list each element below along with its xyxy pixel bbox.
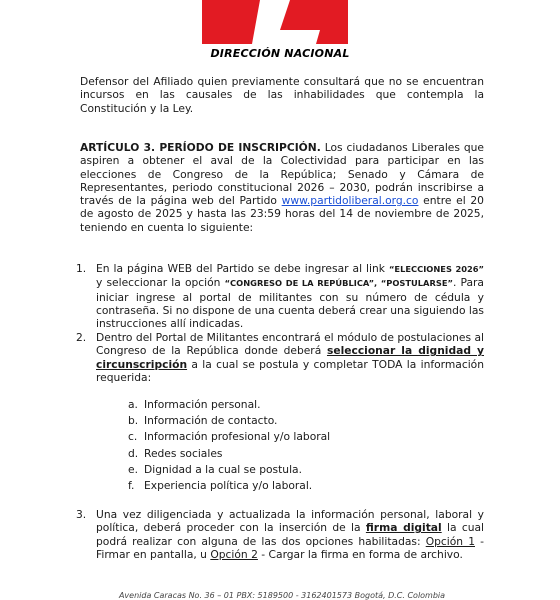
sub-text: Redes sociales: [144, 446, 223, 460]
keyword-congreso: “CONGRESO DE LA REPÚBLICA”, “POSTULARSE”: [224, 278, 453, 289]
list-item-1: [76, 262, 484, 331]
sub-letter: f.: [128, 479, 135, 493]
item-text: - Firmar en pantalla, u: [96, 534, 484, 561]
party-website-link[interactable]: www.partidoliberal.org.co: [281, 194, 419, 208]
footer-address: Avenida Caracas No. 36 – 01 PBX: 5189500 - 3162401573 Bogotá, D.C. Colombia: [118, 591, 446, 600]
sub-list-item: [128, 397, 448, 413]
list-number: 2.: [76, 331, 87, 344]
list-number: 3.: [76, 508, 87, 521]
sub-list: [128, 397, 448, 494]
sub-letter: d.: [128, 446, 139, 460]
sub-letter: e.: [128, 462, 138, 476]
intro-paragraph: Defensor del Afiliado quien previamente consultará que no se encuentran incursos en las causales de las inhabilidades que contempla la Constitución y la Ley.: [80, 75, 484, 115]
item-text: a la cual se postula y completar TODA la información requerida:: [96, 357, 484, 384]
article-paragraph: [80, 141, 484, 234]
list-item-3: [76, 508, 485, 561]
article-heading: ARTÍCULO 3. PERÍODO DE INSCRIPCIÓN.: [80, 141, 321, 154]
article-text: Los ciudadanos Liberales que aspiren a obtener el aval de la Colectividad para participar en las elecciones de Congreso de la República; Senado y Cámara de Representantes, periodo constitucional 2026 – 2030, podrán inscribirse a través de la página web del Partido: [80, 141, 484, 208]
item-text: En la página WEB del Partido se debe ingresar al link: [96, 262, 389, 275]
list-number: 1.: [76, 262, 87, 275]
sub-text: Información profesional y/o laboral: [144, 430, 331, 444]
item-text: Una vez diligenciada y actualizada la información personal, laboral y política, deberá proceder con la inserción de la: [96, 508, 484, 535]
sub-letter: c.: [128, 430, 138, 444]
option-1-label: Opción 1: [425, 534, 475, 548]
sub-text: Experiencia política y/o laboral.: [144, 479, 313, 493]
sub-list-item: [128, 462, 448, 478]
sub-list-item: [128, 446, 448, 462]
sub-text: Información de contacto.: [144, 414, 278, 428]
item-text: y seleccionar la opción: [96, 276, 225, 290]
sub-list-item: [128, 413, 448, 429]
keyword-firma-digital: firma digital: [365, 521, 442, 535]
item-text: la cual podrá realizar con alguna de las dos opciones habilitadas:: [96, 521, 485, 548]
sub-list-item: [128, 478, 448, 494]
sub-text: Información personal.: [144, 398, 261, 411]
sub-letter: a.: [128, 398, 138, 411]
keyword-dignidad: seleccionar la dignidad y circunscripción: [96, 344, 484, 371]
keyword-elecciones: “ELECCIONES 2026”: [388, 264, 484, 274]
direction-title: DIRECCIÓN NACIONAL: [210, 47, 350, 60]
item-text: - Cargar la firma en forma de archivo.: [257, 547, 463, 561]
sub-text: Dignidad a la cual se postula.: [144, 462, 302, 476]
item-text: Dentro del Portal de Militantes encontrará el módulo de postulaciones al Congreso de la República donde deberá: [96, 331, 484, 358]
sub-letter: b.: [128, 414, 139, 428]
logo-l-mark-icon: [202, 0, 348, 44]
sub-list-item: [128, 429, 448, 445]
item-text: . Para iniciar ingrese al portal de militantes con su número de cédula y contraseña. Si no dispone de una cuenta deberá crear una siguiendo las instrucciones allí indicadas.: [96, 276, 484, 331]
party-logo: [202, 0, 348, 44]
option-2-label: Opción 2: [210, 547, 258, 561]
list-item-2: [76, 331, 484, 384]
article-text-end: entre el 20 de agosto de 2025 y hasta las 23:59 horas del 14 de noviembre de 2025, teniendo en cuenta lo siguiente:: [80, 194, 484, 234]
